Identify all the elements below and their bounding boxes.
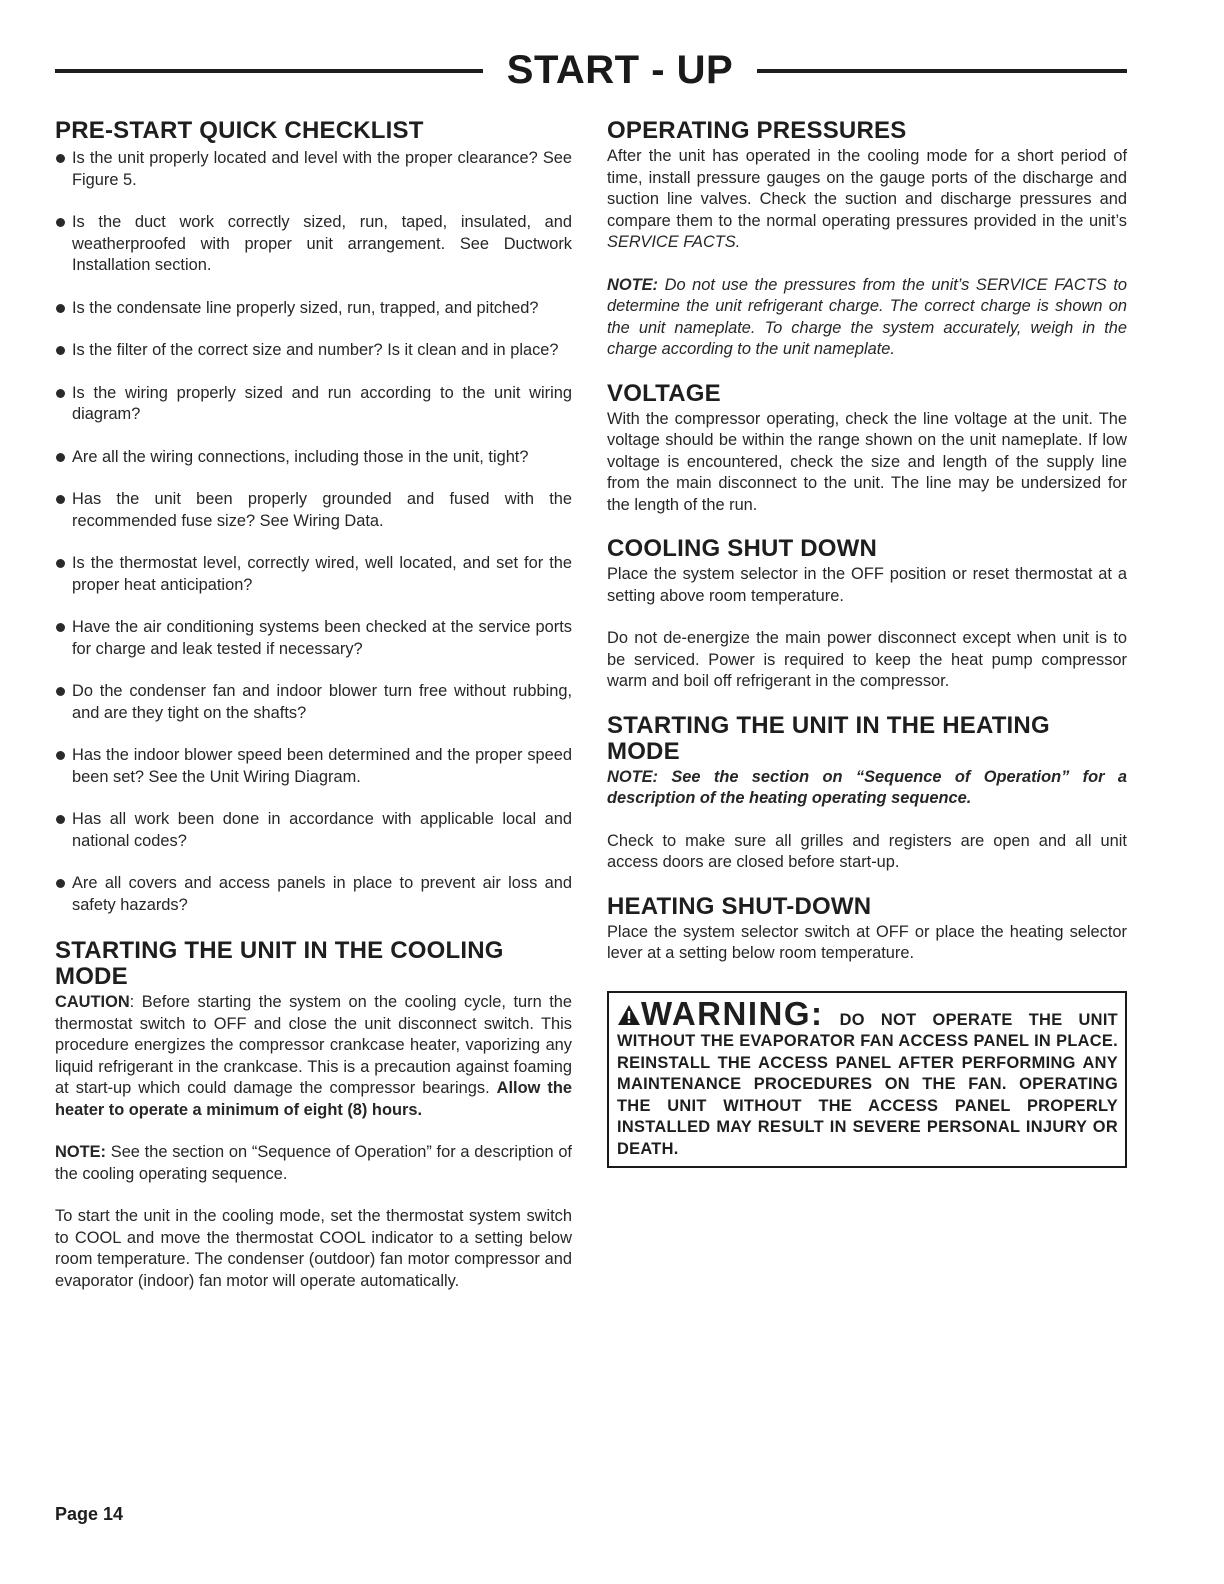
checklist-item: Is the duct work correctly sized, run, taped, insulated, and weatherproofed with proper unit arrangement. See Ductwork Installation section. — [55, 212, 572, 277]
caution-label: CAUTION — [55, 993, 130, 1011]
warning-word: WARNING: — [641, 994, 824, 1032]
header-rule-right — [757, 69, 1127, 73]
operating-pressures-heading: OPERATING PRESSURES — [607, 117, 907, 144]
checklist-item: Has the indoor blower speed been determined and the proper speed been set? See the Unit Wiring Diagram. — [55, 745, 572, 788]
voltage-heading: VOLTAGE — [607, 379, 721, 407]
checklist-item: Is the filter of the correct size and number? Is it clean and in place? — [55, 340, 572, 362]
heating-mode-heading: STARTING THE UNIT IN THE HEATING MODE — [607, 711, 1050, 765]
checklist-item: Are all the wiring connections, including those in the unit, tight? — [55, 447, 572, 469]
checklist-item: Is the condensate line properly sized, run, trapped, and pitched? — [55, 298, 572, 320]
checklist-item: Has the unit been properly grounded and fused with the recommended fuse size? See Wiring Data. — [55, 489, 572, 532]
bullet-icon — [56, 687, 65, 696]
bullet-icon — [56, 304, 65, 313]
checklist-item: Is the unit properly located and level with the proper clearance? See Figure 5. — [55, 148, 572, 191]
checklist-item: Is the wiring properly sized and run according to the unit wiring diagram? — [55, 383, 572, 426]
bullet-icon — [56, 346, 65, 355]
bullet-icon — [56, 453, 65, 462]
bullet-icon — [56, 879, 65, 888]
pre-start-checklist — [55, 148, 572, 916]
cooling-shutdown-text-2: Do not de-energize the main power disconnect except when unit is to be serviced. Power is required to keep the heat pump compressor warm and boil off refrigerant in the compressor. — [607, 629, 1127, 690]
cooling-start-text: To start the unit in the cooling mode, set the thermostat system switch to COOL and move the thermostat COOL indicator to a setting below room temperature. The condenser (outdoor) fan motor compressor and evaporator (indoor) fan motor will operate automatically. — [55, 1207, 572, 1290]
heating-note: NOTE: See the section on “Sequence of Operation” for a description of the heating operating sequence. — [607, 767, 1127, 807]
page-header — [55, 48, 1127, 96]
bullet-icon — [56, 495, 65, 504]
voltage-text: With the compressor operating, check the line voltage at the unit. The voltage should be within the range shown on the unit nameplate. If low voltage is encountered, check the size and length of the supply line from the main disconnect to the unit. The line may be undersized for the length of the run. — [607, 409, 1127, 514]
cooling-note: NOTE: See the section on “Sequence of Operation” for a description of the cooling operating sequence. — [55, 1143, 572, 1183]
note-label: NOTE: — [55, 1143, 106, 1161]
bullet-icon — [56, 389, 65, 398]
header-rule-left — [55, 69, 483, 73]
checklist-heading: PRE-START QUICK CHECKLIST — [55, 117, 424, 144]
cooling-mode-heading: STARTING THE UNIT IN THE COOLING MODE — [55, 937, 504, 990]
checklist-item: Are all covers and access panels in place to prevent air loss and safety hazards? — [55, 873, 572, 916]
pressures-note: NOTE: Do not use the pressures from the unit’s SERVICE FACTS to determine the unit refrigerant charge. The correct charge is shown on the unit nameplate. To charge the system accurately, weigh in the charge according to the unit nameplate. — [607, 275, 1127, 358]
heating-shutdown-text: Place the system selector switch at OFF or place the heating selector lever at a setting below room temperature. — [607, 922, 1127, 962]
warning-text: WARNING: DO NOT OPERATE THE UNIT WITHOUT THE EVAPORATOR FAN ACCESS PANEL IN PLACE. REINSTALL THE ACCESS PANEL AFTER PERFORMING ANY MAINTENANCE PROCEDURES ON THE FAN. OPERATING THE UNIT WITHOUT THE ACCESS PANEL PROPERLY INSTALLED MAY RESULT IN SEVERE PERSONAL INJURY OR DEATH. — [617, 994, 1118, 1158]
checklist-item: Do the condenser fan and indoor blower turn free without rubbing, and are they tight on the shafts? — [55, 681, 572, 724]
checklist-item: Has all work been done in accordance with applicable local and national codes? — [55, 809, 572, 852]
caution-bold-text: Allow the heater to operate a minimum of eight (8) hours. — [55, 1079, 572, 1119]
cooling-shutdown-text-1: Place the system selector in the OFF position or reset thermostat at a setting above room temperature. — [607, 565, 1127, 605]
warning-box — [607, 991, 1127, 1169]
cooling-shutdown-heading: COOLING SHUT DOWN — [607, 535, 878, 562]
caution-paragraph: CAUTION: Before starting the system on the cooling cycle, turn the thermostat switch to OFF and close the unit disconnect switch. This procedure energizes the compressor crankcase heater, vaporizing any liquid refrigerant in the crankcase. This is a precaution against foaming at start-up which could damage the compressor bearings. Allow the heater to operate a minimum of eight (8) hours. — [55, 993, 572, 1119]
checklist-item: Is the thermostat level, correctly wired, well located, and set for the proper heat anticipation? — [55, 553, 572, 596]
left-column — [55, 118, 572, 1292]
bullet-icon — [56, 751, 65, 760]
operating-pressures-text: After the unit has operated in the cooling mode for a short period of time, install pressure gauges on the gauge ports of the discharge and suction line valves. Check the suction and discharge pressures and compare them to the normal operating pressures provided in the unit’s SERVICE FACTS. — [607, 147, 1127, 251]
bullet-icon — [56, 218, 65, 227]
warning-triangle-icon — [617, 1004, 641, 1026]
right-column — [607, 118, 1127, 1168]
note-label: NOTE: — [607, 275, 658, 294]
page-number: Page 14 — [55, 1504, 124, 1524]
heating-check-text: Check to make sure all grilles and registers are open and all unit access doors are closed before start-up. — [607, 831, 1127, 871]
bullet-icon — [56, 815, 65, 824]
page-title: START - UP — [506, 48, 734, 92]
checklist-item: Have the air conditioning systems been checked at the service ports for charge and leak tested if necessary? — [55, 617, 572, 660]
bullet-icon — [56, 154, 65, 163]
heating-shutdown-heading: HEATING SHUT-DOWN — [607, 892, 872, 920]
bullet-icon — [56, 559, 65, 568]
bullet-icon — [56, 623, 65, 632]
